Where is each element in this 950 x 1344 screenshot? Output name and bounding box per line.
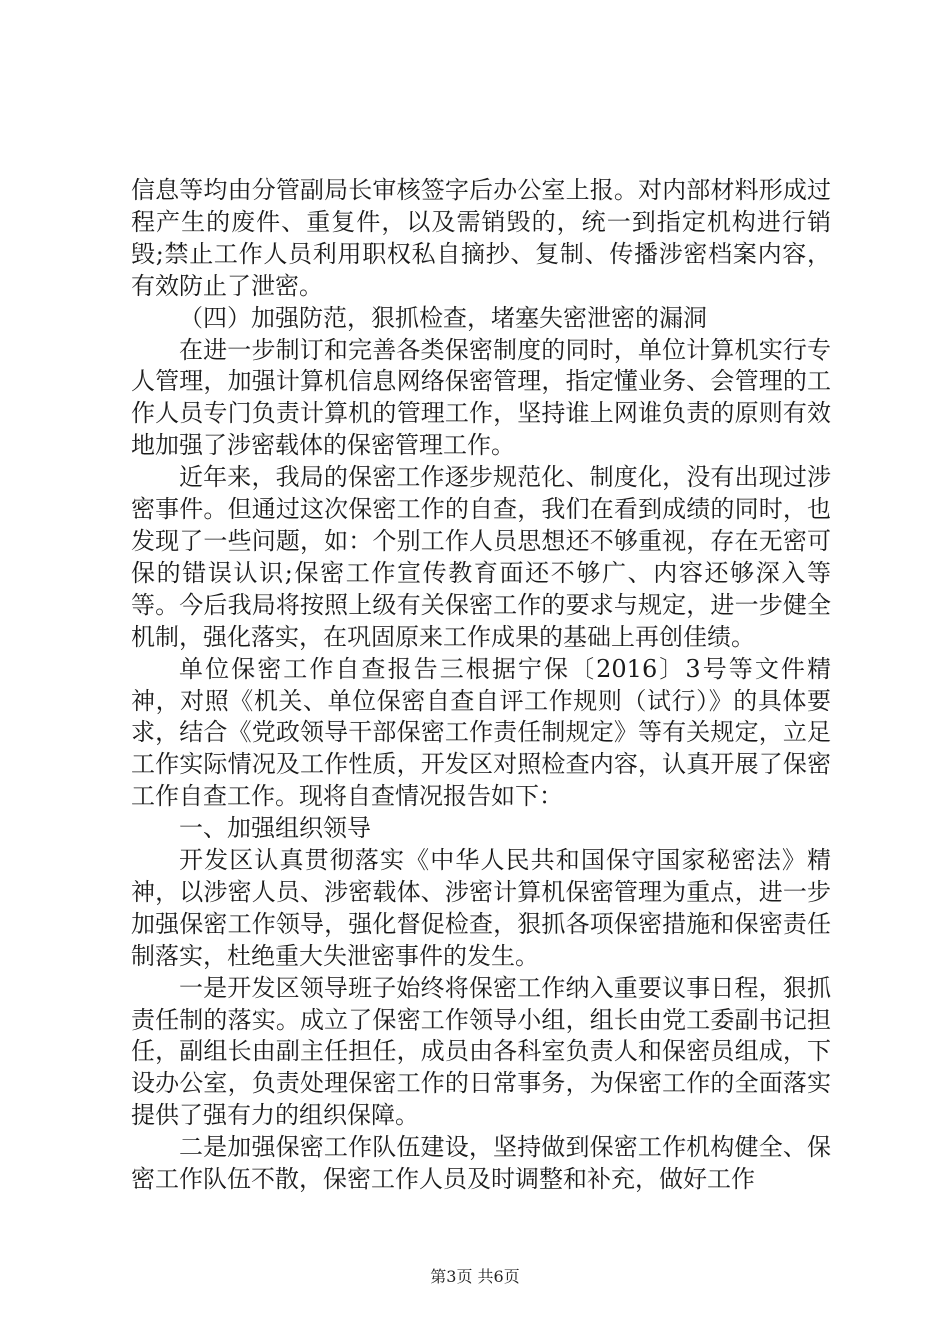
document-body (131, 175, 831, 1196)
page-footer: 第3页 共6页 (430, 1267, 520, 1286)
section-heading-one: 一、加强组织领导 (179, 814, 371, 843)
paragraph-continuation: 信息等均由分管副局长审核签字后办公室上报。对内部材料形成过程产生的废件、重复件，以及需销毁的，统一到指定机构进行销毁;禁止工作人员利用职权私自摘抄、复制、传播涉密档案内容，有效防止了泄密。 (131, 176, 831, 300)
paragraph-computer-management: 在进一步制订和完善各类保密制度的同时，单位计算机实行专人管理，加强计算机信息网络保密管理，指定懂业务、会管理的工作人员专门负责计算机的管理工作，坚持谁上网谁负责的原则有效地加强了涉密载体的保密管理工作。 (131, 335, 831, 460)
paragraph-point-one: 一是开发区领导班子始终将保密工作纳入重要议事日程，狠抓责任制的落实。成立了保密工作领导小组，组长由党工委副书记担任，副组长由副主任担任，成员由各科室负责人和保密员组成，下设办公室，负责处理保密工作的日常事务，为保密工作的全面落实提供了强有力的组织保障。 (131, 973, 831, 1130)
paragraph-implementation: 开发区认真贯彻落实《中华人民共和国保守国家秘密法》精神，以涉密人员、涉密载体、涉密计算机保密管理为重点，进一步加强保密工作领导，强化督促检查，狠抓各项保密措施和保密责任制落实，杜绝重大失泄密事件的发生。 (131, 846, 831, 970)
section-heading-four: （四）加强防范，狠抓检查，堵塞失密泄密的漏洞 (179, 303, 707, 332)
paragraph-point-two: 二是加强保密工作队伍建设，坚持做到保密工作机构健全、保密工作队伍不散，保密工作人员及时调整和补充，做好工作 (131, 1133, 831, 1194)
paragraph-recent-years: 近年来，我局的保密工作逐步规范化、制度化，没有出现过涉密事件。但通过这次保密工作的自查，我们在看到成绩的同时，也发现了一些问题，如：个别工作人员思想还不够重视，存在无密可保的错误认识;保密工作宣传教育面还不够广、内容还够深入等等。今后我局将按照上级有关保密工作的要求与规定，进一步健全机制，强化落实，在巩固原来工作成果的基础上再创佳绩。 (131, 463, 831, 651)
paragraph-report-three-intro: 单位保密工作自查报告三根据宁保〔2016〕3号等文件精神，对照《机关、单位保密自查自评工作规则（试行）》的具体要求，结合《党政领导干部保密工作责任制规定》等有关规定，立足工作实际情况及工作性质，开发区对照检查内容，认真开展了保密工作自查工作。现将自查情况报告如下： (131, 654, 831, 811)
